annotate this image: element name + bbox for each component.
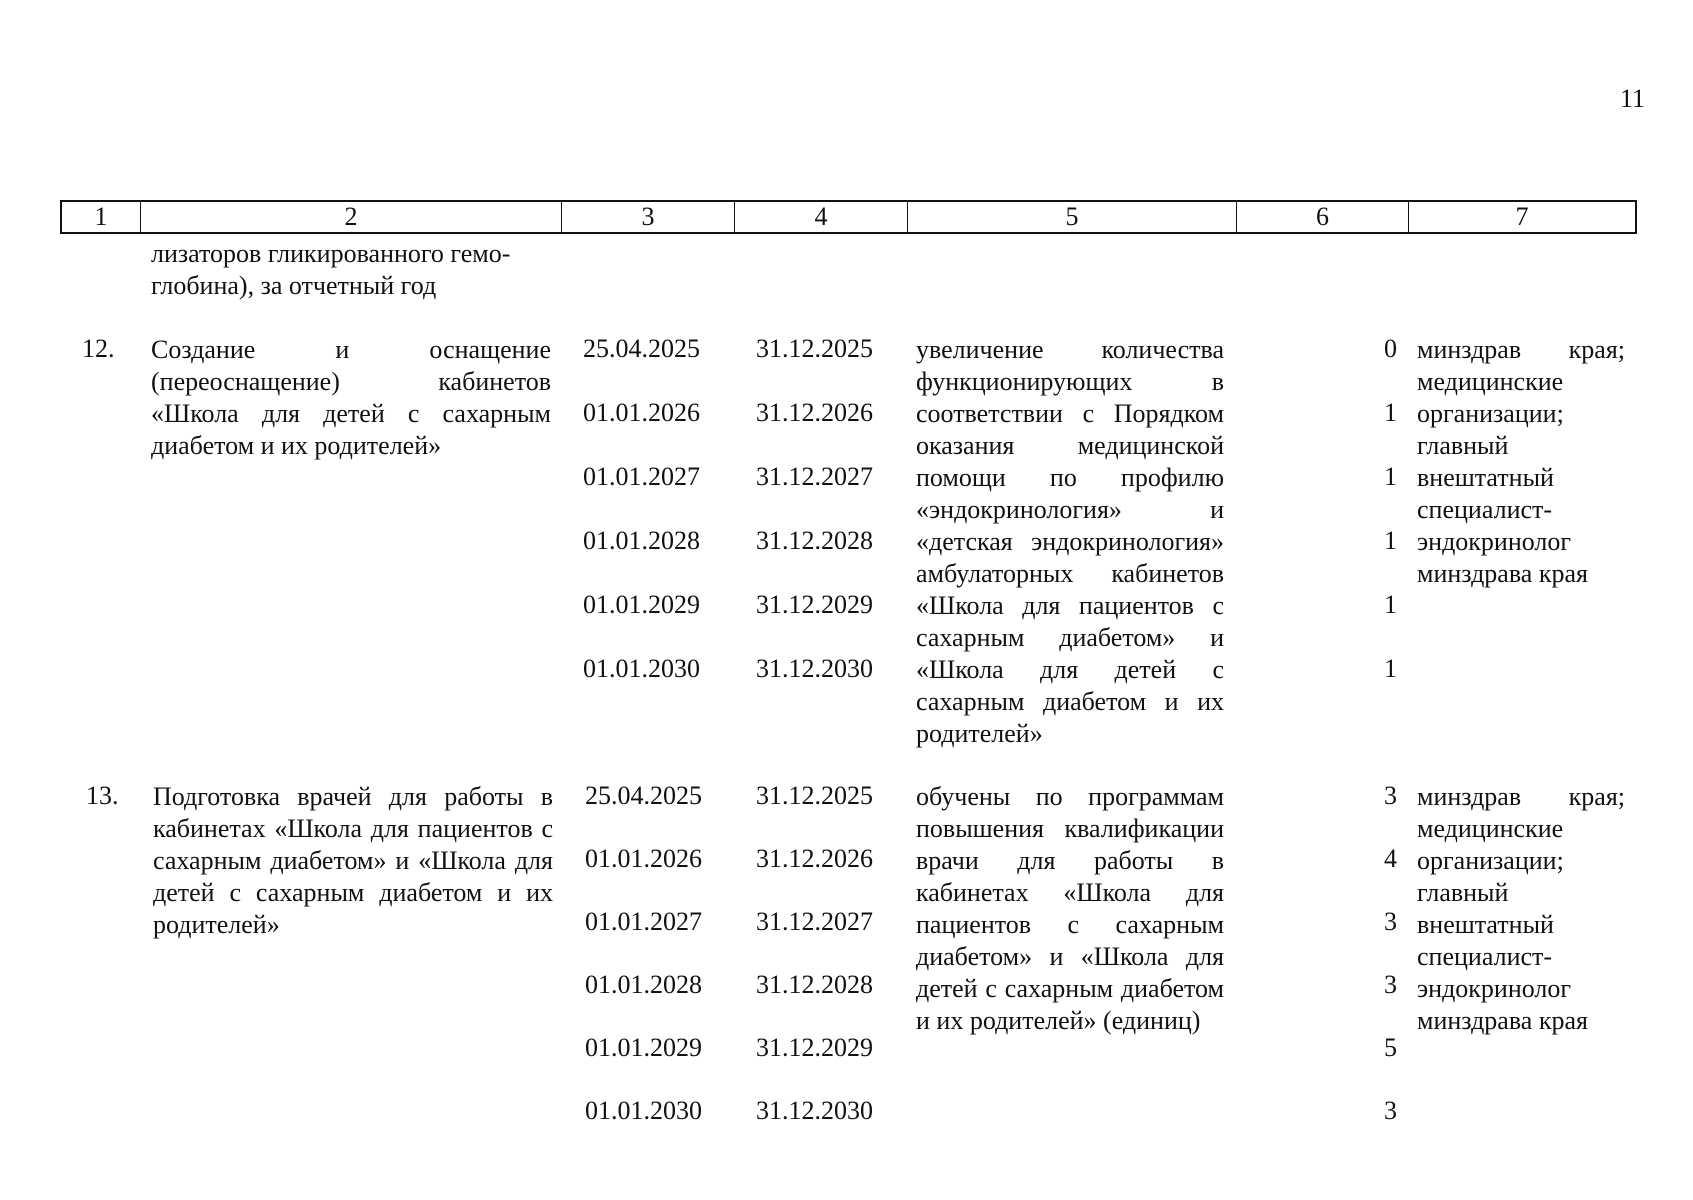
continuation-line: лизаторов гликированного гемо- bbox=[151, 239, 511, 268]
period-start: 01.01.2028 bbox=[585, 970, 702, 999]
period-start: 01.01.2027 bbox=[583, 462, 700, 491]
header-col-2: 2 bbox=[141, 202, 562, 232]
row-name: Подготовка врачей для работы в кабинетах «Школа для пациентов с сахарным диабетом» и «Школа для детей с сахарным диабетом и их родителей» bbox=[153, 782, 553, 939]
table-header-row bbox=[60, 200, 1637, 234]
row-responsible: минздрав края; медицинские организации; главный внештатный специалист-эндокринолог минздрава края bbox=[1417, 335, 1625, 588]
header-col-6: 6 bbox=[1237, 202, 1409, 232]
period-end: 31.12.2025 bbox=[756, 781, 873, 810]
period-start: 01.01.2026 bbox=[583, 398, 700, 427]
period-start: 01.01.2030 bbox=[583, 654, 700, 683]
continuation-line: глобина), за отчетный год bbox=[151, 271, 437, 300]
period-end: 31.12.2030 bbox=[756, 1096, 873, 1125]
period-end: 31.12.2030 bbox=[756, 654, 873, 683]
period-start: 01.01.2027 bbox=[585, 907, 702, 936]
period-start: 01.01.2030 bbox=[585, 1096, 702, 1125]
period-start: 01.01.2029 bbox=[583, 590, 700, 619]
period-start: 01.01.2026 bbox=[585, 844, 702, 873]
period-start: 25.04.2025 bbox=[585, 781, 702, 810]
period-value: 1 bbox=[1384, 590, 1397, 619]
row-number: 13. bbox=[86, 781, 119, 810]
period-start: 01.01.2028 bbox=[583, 526, 700, 555]
row-indicator: увеличение количества функционирующих в соответствии с Порядком оказания медицинской помощи по профилю «эндокринология» и «детская эндокринология» амбулаторных кабинетов «Школа для пациентов с сахарным диабетом» и «Школа для детей с сахарным диабетом и их родителей» bbox=[916, 335, 1224, 748]
period-value: 1 bbox=[1384, 398, 1397, 427]
period-value: 3 bbox=[1384, 907, 1397, 936]
period-end: 31.12.2028 bbox=[756, 970, 873, 999]
header-col-1: 1 bbox=[62, 202, 141, 232]
period-value: 5 bbox=[1384, 1033, 1397, 1062]
row-responsible: минздрав края; медицинские организации; главный внештатный специалист-эндокринолог минздрава края bbox=[1417, 782, 1625, 1035]
header-col-7: 7 bbox=[1515, 202, 1529, 231]
period-end: 31.12.2025 bbox=[756, 334, 873, 363]
period-end: 31.12.2026 bbox=[756, 398, 873, 427]
header-col-4: 4 bbox=[735, 202, 908, 232]
period-value: 1 bbox=[1384, 654, 1397, 683]
page-number: 11 bbox=[1619, 84, 1645, 113]
period-value: 1 bbox=[1384, 526, 1397, 555]
continuation-text bbox=[151, 238, 556, 302]
period-value: 3 bbox=[1384, 1096, 1397, 1125]
period-end: 31.12.2029 bbox=[756, 590, 873, 619]
row-name: Создание и оснащение (переоснащение) кабинетов «Школа для детей с сахарным диабетом и их родителей» bbox=[151, 335, 551, 460]
period-value: 3 bbox=[1384, 970, 1397, 999]
header-col-5: 5 bbox=[908, 202, 1237, 232]
period-start: 01.01.2029 bbox=[585, 1033, 702, 1062]
row-indicator: обучены по программам повышения квалификации врачи для работы в кабинетах «Школа для пациентов с сахарным диабетом» и «Школа для детей с сахарным диабетом и их родителей» (единиц) bbox=[916, 782, 1224, 1035]
period-value: 1 bbox=[1384, 462, 1397, 491]
period-value: 0 bbox=[1384, 334, 1397, 363]
period-end: 31.12.2029 bbox=[756, 1033, 873, 1062]
period-end: 31.12.2028 bbox=[756, 526, 873, 555]
period-end: 31.12.2026 bbox=[756, 844, 873, 873]
row-number: 12. bbox=[82, 334, 115, 363]
period-start: 25.04.2025 bbox=[583, 334, 700, 363]
header-col-3: 3 bbox=[562, 202, 735, 232]
period-end: 31.12.2027 bbox=[756, 462, 873, 491]
period-value: 3 bbox=[1384, 781, 1397, 810]
period-end: 31.12.2027 bbox=[756, 907, 873, 936]
period-value: 4 bbox=[1384, 844, 1397, 873]
